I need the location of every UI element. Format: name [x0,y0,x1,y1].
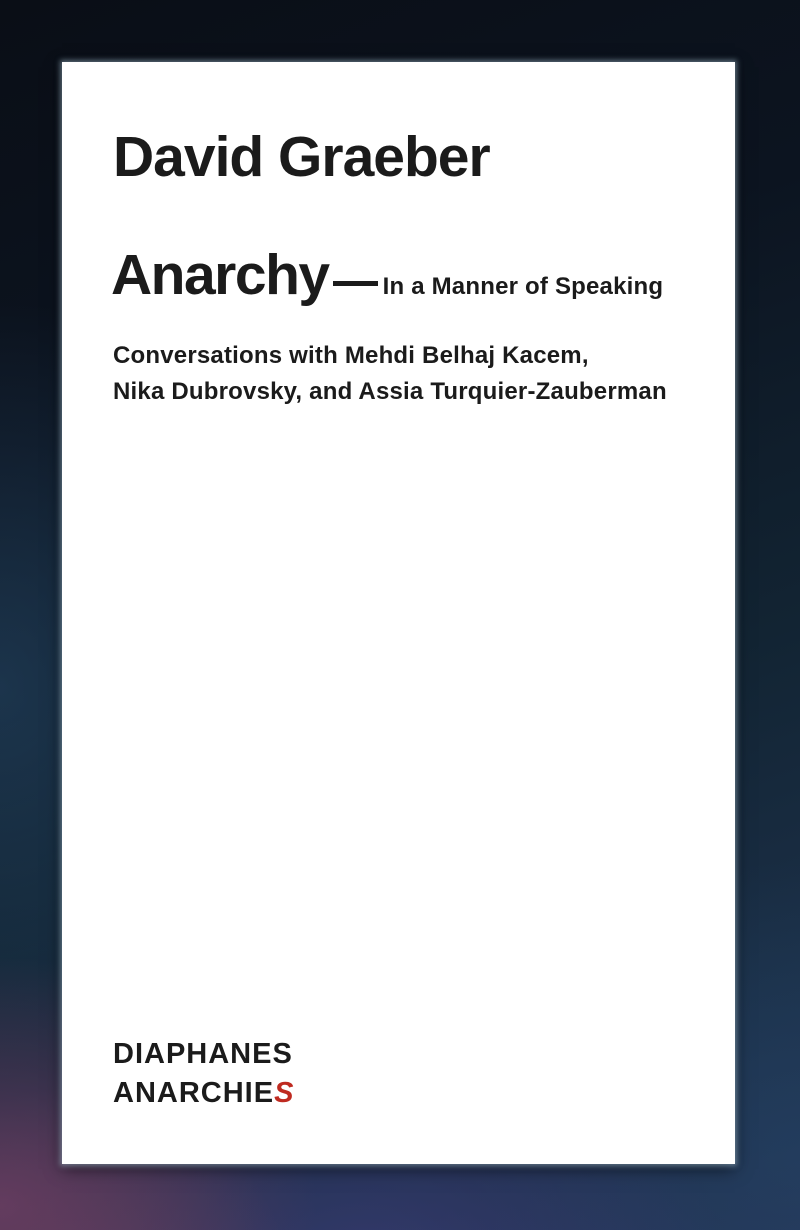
publisher-name: DIAPHANES [113,1038,293,1070]
series-name [113,1074,294,1113]
author-name: David Graeber [113,125,490,189]
book-subtitle-inline: In a Manner of Speaking [382,273,664,300]
credits-line-2: Nika Dubrovsky, and Assia Turquier-Zauberman [113,378,667,405]
credits-line-1: Conversations with Mehdi Belhaj Kacem, [113,342,589,369]
book-cover-page [62,62,735,1164]
book-title: Anarchy [111,243,329,307]
title-dash-rule [333,281,378,286]
title-row [111,242,663,308]
series-name-main: ANARCHIE [113,1077,275,1109]
series-name-accent: S [274,1077,295,1109]
credits-block [113,338,667,410]
publisher-block [113,1035,294,1113]
